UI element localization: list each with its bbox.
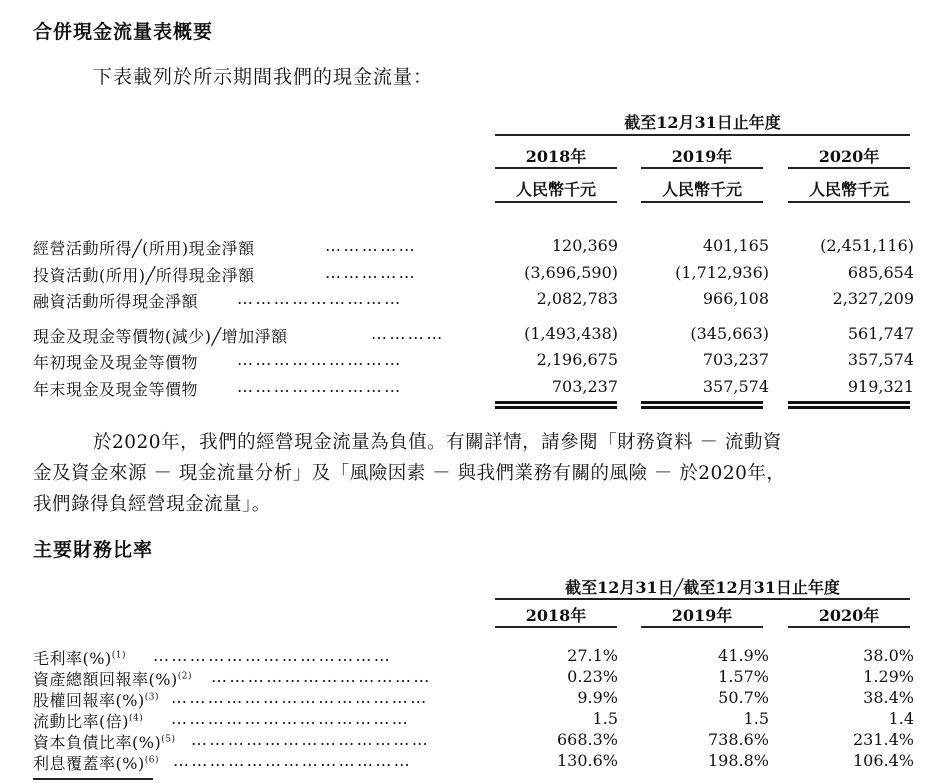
value-2020: 561,747	[847, 324, 914, 343]
value-2018: 130.6%	[556, 751, 618, 770]
value-2020: 2,327,209	[832, 289, 914, 308]
total-rule	[495, 406, 617, 409]
year-rule	[788, 167, 910, 169]
row-label: 現金及現金等價物(減少)╱增加淨額	[33, 327, 288, 346]
cashflow-currency-2019: 人民幣千元	[661, 180, 742, 199]
value-2018: 703,237	[551, 377, 618, 396]
value-2019: 41.9%	[718, 646, 769, 665]
row-label: 投資活動(所用)╱所得現金淨額	[33, 266, 255, 285]
header-rule	[495, 598, 910, 600]
footnote-ref: (5)	[161, 734, 176, 745]
dot-leader: ……………………………………	[171, 688, 429, 707]
value-2020: 357,574	[847, 350, 914, 369]
dot-leader: ……………	[325, 236, 417, 255]
footnote-ref: (3)	[144, 692, 159, 703]
row-label: 股權回報率(%)$^{(3)}$	[33, 691, 159, 710]
row-label: 經營活動所得╱(所用)現金淨額	[33, 239, 255, 258]
value-2019: 738.6%	[707, 730, 769, 749]
dot-leader: …………………………………	[191, 730, 431, 749]
dot-leader: …………………………………	[173, 751, 413, 770]
value-2019: 401,165	[702, 236, 769, 255]
value-2020: 919,321	[847, 377, 914, 396]
value-2019: 1.5	[743, 709, 769, 728]
value-2020: 38.4%	[863, 688, 914, 707]
paragraph-line: 於2020年，我們的經營現金流量為負值。有關詳情，請參閱「財務資料 － 流動資	[93, 432, 782, 453]
header-rule	[495, 134, 910, 136]
value-2019: (345,663)	[690, 324, 769, 343]
dot-leader: ………………………	[237, 377, 403, 396]
year-rule	[641, 167, 763, 169]
cashflow-title: 合併現金流量表概要	[33, 21, 214, 43]
row-label: 融資活動所得現金淨額	[33, 292, 199, 311]
value-2018: 0.23%	[567, 667, 618, 686]
value-2020: 106.4%	[852, 751, 914, 770]
year-rule	[641, 626, 763, 628]
dot-leader: …………	[371, 324, 445, 343]
ratios-year-2019: 2019年	[671, 606, 733, 625]
currency-rule	[641, 201, 763, 203]
value-2018: 2,196,675	[536, 350, 618, 369]
table-row	[33, 377, 913, 401]
value-2018: (3,696,590)	[524, 263, 618, 282]
cashflow-intro: 下表載列於所示期間我們的現金流量：	[93, 66, 434, 88]
footnote-ref: (6)	[144, 755, 159, 766]
value-2018: 27.1%	[567, 646, 618, 665]
value-2020: 231.4%	[852, 730, 914, 749]
footnote-rule	[33, 778, 153, 780]
value-2018: 120,369	[551, 236, 618, 255]
year-rule	[788, 626, 910, 628]
cashflow-year-2018: 2018年	[525, 147, 587, 166]
footnote-ref: (4)	[129, 713, 144, 724]
value-2020: 38.0%	[863, 646, 914, 665]
value-2019: (1,712,936)	[675, 263, 769, 282]
ratios-title: 主要財務比率	[33, 539, 154, 561]
table-row	[33, 289, 913, 313]
year-rule	[495, 167, 617, 169]
table-row	[33, 751, 913, 775]
total-rule	[641, 401, 763, 404]
value-2019: 966,108	[702, 289, 769, 308]
dot-leader: ……………	[325, 263, 417, 282]
paragraph-line: 我們錄得負經營現金流量」。	[33, 494, 271, 515]
value-2019: 357,574	[702, 377, 769, 396]
value-2020: 685,654	[847, 263, 914, 282]
ratios-period-header: 截至12月31日╱截至12月31日止年度	[565, 578, 840, 597]
year-rule	[495, 626, 617, 628]
table-row	[33, 350, 913, 374]
cashflow-currency-2018: 人民幣千元	[515, 180, 596, 199]
total-rule	[495, 401, 617, 404]
value-2018: (1,493,438)	[524, 324, 618, 343]
value-2018: 2,082,783	[536, 289, 618, 308]
currency-rule	[788, 201, 910, 203]
row-label: 流動比率(倍)$^{(4)}$	[33, 712, 144, 731]
value-2020: (2,451,116)	[820, 236, 914, 255]
cashflow-year-2020: 2020年	[818, 147, 880, 166]
value-2019: 1.57%	[718, 667, 769, 686]
dot-leader: …………………………………	[171, 709, 411, 728]
dot-leader: ………………………………	[211, 667, 432, 686]
row-label: 資本負債比率(%)$^{(5)}$	[33, 733, 176, 752]
value-2018: 1.5	[592, 709, 618, 728]
dot-leader: ………………………	[237, 289, 403, 308]
table-row	[33, 236, 913, 260]
footnote-ref: (2)	[177, 671, 192, 682]
value-2020: 1.29%	[863, 667, 914, 686]
value-2020: 1.4	[888, 709, 914, 728]
cashflow-year-2019: 2019年	[671, 147, 733, 166]
row-label: 利息覆蓋率(%)$^{(6)}$	[33, 754, 159, 773]
paragraph-line: 金及資金來源 － 現金流量分析」及「風險因素 － 與我們業務有關的風險 － 於2020年，	[33, 463, 786, 484]
footnote-ref: (1)	[111, 650, 126, 661]
value-2019: 198.8%	[707, 751, 769, 770]
row-label: 資產總額回報率(%)$^{(2)}$	[33, 670, 192, 689]
row-label: 毛利率(%)$^{(1)}$	[33, 649, 126, 668]
currency-rule	[495, 201, 617, 203]
total-rule	[788, 401, 910, 404]
ratios-year-2018: 2018年	[525, 606, 587, 625]
row-label: 年末現金及現金等價物	[33, 380, 199, 399]
row-label: 年初現金及現金等價物	[33, 353, 199, 372]
total-rule	[788, 406, 910, 409]
table-row	[33, 324, 913, 348]
total-rule	[641, 406, 763, 409]
dot-leader: …………………………………	[153, 646, 393, 665]
dot-leader: ………………………	[237, 350, 403, 369]
value-2019: 50.7%	[718, 688, 769, 707]
cashflow-currency-2020: 人民幣千元	[808, 180, 889, 199]
cashflow-period-header: 截至12月31日止年度	[624, 113, 781, 132]
table-row	[33, 263, 913, 287]
value-2019: 703,237	[702, 350, 769, 369]
value-2018: 9.9%	[577, 688, 618, 707]
ratios-year-2020: 2020年	[818, 606, 880, 625]
value-2018: 668.3%	[556, 730, 618, 749]
